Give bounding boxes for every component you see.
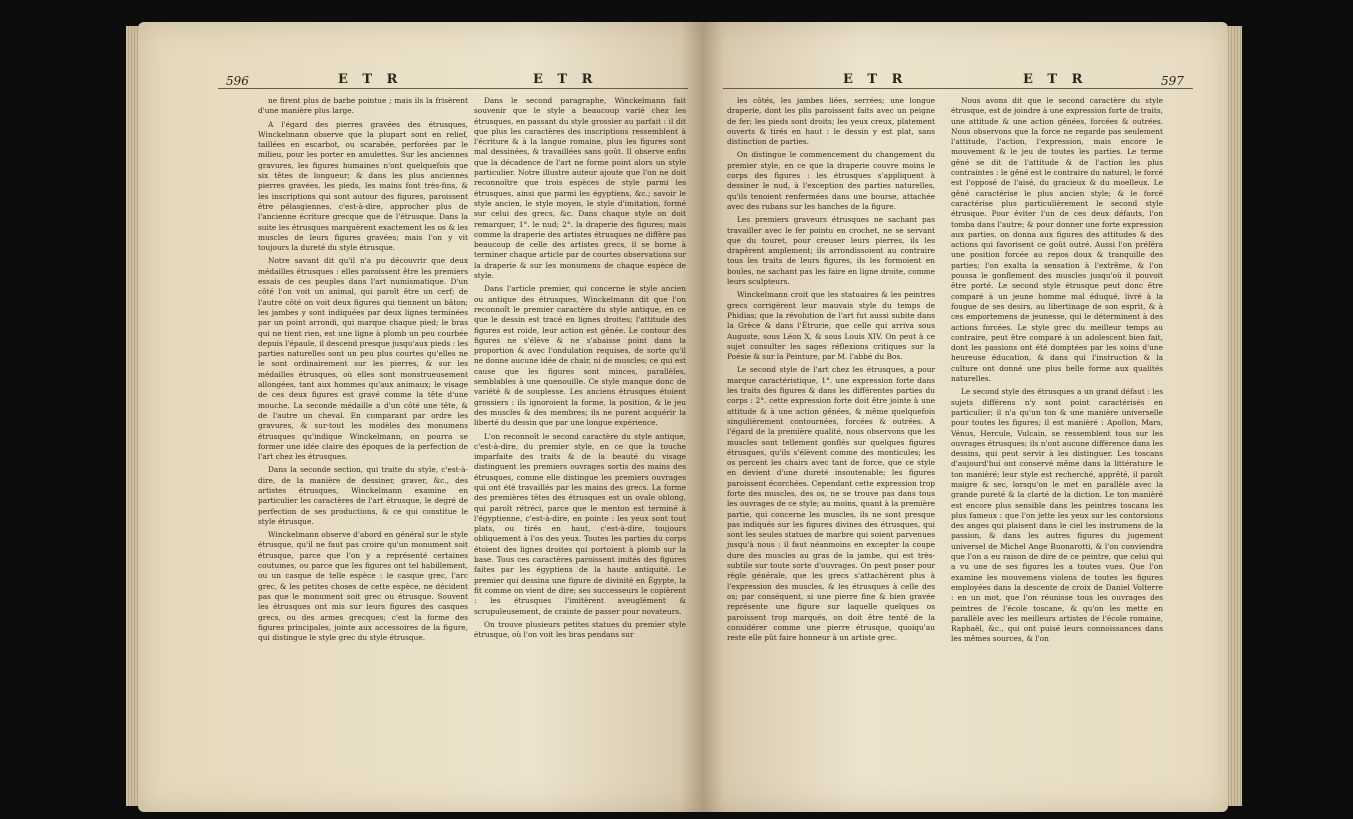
right-page-column-2 bbox=[951, 96, 1163, 648]
left-page-column-2 bbox=[474, 96, 686, 643]
paragraph: Dans le second paragraphe, Winckelmann fait souvenir que le style a beaucoup varié chez les étrusques, en passant du style grossier au parfait : il dit que plus les caractères des inscriptions ressemblent à l'écriture & à la langue romaine, plus les figures sont mal dessinées, & travaillées sans goût. Il observe enfin que la décadence de l'art ne forme point alors un style particulier. Notre illustre auteur ajoute que l'on ne doit reconnoître que trois espèces de style parmi les étrusques, ainsi que parmi les égyptiens, &c.; savoir le style ancien, le style moyen, le style d'imitation, formé sur celui des grecs, &c. Dans chaque style on doit remarquer, 1°. le nud; 2°. la draperie des figures; mais comme la draperie des artistes étrusques ne diffère pas beaucoup de celle des artistes grecs, il se borne à terminer chaque article par de courtes observations sur la draperie & sur les monumens de chaque espèce de style. bbox=[474, 96, 686, 281]
paragraph: L'on reconnoît le second caractère du style antique, c'est-à-dire, du premier style, en ce que la touche imparfaite des traits & de la beauté du visage distinguent les premiers ouvrages sortis des mains des étrusques, comme elle distingue les premiers ouvrages qui ont été travaillés par les mains des grecs. La forme des premières têtes des étrusques est un ovale oblong, qui paroît rétréci, parce que le menton est terminé à l'égyptienne, c'est-à-dire, en pointe : les yeux sont tout plats, ou tirés en haut, c'est-à-dire, toujours obliquement à l'os des yeux. Toutes les parties du corps étoient des lignes droites qui portoient à plomb sur la base. Tous ces caractères paroissent imités des figures faites par les égyptiens de la haute antiquité. Le premier qui dessina une figure de divinité en Égypte, la fit comme on vient de dire; ses successeurs le copièrent : les étrusques l'imitèrent aveuglément & scrupuleusement, de crainte de passer pour novateurs. bbox=[474, 431, 686, 616]
paragraph: Nous avons dit que le second caractère du style étrusque, est de joindre à une expression forte de traits, une attitude & une action gênées, forcées & outrées. Nous observons que la force ne regarde pas seulement l'attitude, l'action, l'expression, mais encore le mouvement & le jeu de toutes les parties. Le terme gêné se dit de l'attitude & de l'action les plus contraintes : le gêné est le contraire du naturel; le forcé est l'opposé de l'aisé, du gracieux & du moelleux. Le gêné caractérise le plus ancien style; & le forcé caractérise plus particulièrement le second style étrusque. Pour éviter l'un de ces deux défauts, l'on tomba dans l'autre; & pour donner une forte expression aux parties, on donna aux figures des attitudes & des actions qui favorisent ce goût outré. Aussi l'on préféra une position forcée au repos doux & tranquille des parties; l'on exalta la sensation à l'extrême, & l'on poussa le gonflement des muscles jusqu'où il pouvoit être porté. Le second style étrusque peut donc être comparé à un jeune homme mal éduqué, livré à la fougue de ses desirs, au libertinage de son esprit, & à ces emportemens de jeunesse, qui le déterminent à des actions forcées. Le style grec du meilleur temps au contraire, peut être comparé à un adolescent bien fait, dont les passions ont été domptées par les soins d'une heureuse éducation, & dans qui l'instruction & la culture ont donné une plus belle forme aux qualités naturelles. bbox=[951, 96, 1163, 384]
left-header-rule bbox=[218, 88, 688, 89]
paragraph: Winckelmann croit que les statuaires & les peintres grecs corrigèrent leur mauvais style du temps de Phidias; que la révolution de l'art fut aussi subite dans la Grèce & dans l'Étrurie, que celle qui arriva sous Auguste, sous Léon X, & sous Louis XIV. On peut à ce sujet consulter les sages réflexions critiques sur la Poésie & sur la Peinture, par M. l'abbé du Bos. bbox=[727, 290, 935, 362]
paragraph: les côtés, les jambes liées, serrées; une longue draperie, dont les plis paroissent faits avec un peigne de fer; les pieds sont droits; les yeux creux, platement ouverts & tirés en haut : le dessin y est plat, sans distinction de parties. bbox=[727, 96, 935, 147]
paragraph: On distingue le commencement du changement du premier style, en ce que la draperie couvre moins le corps des figures : les étrusques s'appliquent à dessiner le nud, à l'exception des parties naturelles, qu'ils tenoient renfermées dans une bourse, attachée avec des rubans sur les hanches de la figure. bbox=[727, 150, 935, 211]
paragraph: ne firent plus de barbe pointue ; mais ils la frisèrent d'une manière plus large. bbox=[258, 96, 468, 116]
left-header-left: E T R bbox=[338, 72, 403, 87]
right-header-right: E T R bbox=[1023, 72, 1088, 87]
paragraph: A l'égard des pierres gravées des étrusques, Winckelmann observe que la plupart sont en relief, taillées en escarbot, ou scarabée, perforées par le milieu, pour les porter en amulettes. Sur les anciennes gravures, les figures humaines n'ont quelquefois que six têtes de longueur; & dans les plus anciennes pierres gravées, les pieds, les mains font très-fins, & les inscriptions qui sont autour des figures, paroissent être pélasgiennes, c'est-à-dire, approcher plus de l'ancienne écriture grecque que de l'étrusque. Dans la suite les étrusques marquèrent exactement les os & les muscles de leurs figures gravées; mais l'on y vit toujours la dureté du style étrusque. bbox=[258, 119, 468, 253]
right-page bbox=[703, 22, 1228, 812]
right-header-rule bbox=[723, 88, 1193, 89]
right-page-edges bbox=[1226, 26, 1242, 806]
paragraph: Dans la seconde section, qui traite du style, c'est-à-dire, de la manière de dessiner, graver, &c., des artistes étrusques, Winckelmann examine en particulier les caractères de l'art étrusque, le degré de perfection de ses productions, & ce qui constitue le style étrusque. bbox=[258, 465, 468, 526]
paragraph: Winckelmann observe d'abord en général sur le style étrusque, qu'il ne faut pas croire qu'un monument soit étrusque, parce que l'on y a représenté certaines coutumes, ou parce que les figures ont tel habillement, ou un casque de telle espèce : le casque grec, l'arc grec, & les petites choses de cette espèce, ne décident pas que le monument soit grec ou étrusque. Souvent les étrusques ont mis sur leurs figures des casques grecs, ou des armes grecques; c'est la forme des figures principales, jointe aux accessoires de la figure, qui distingue le style grec du style étrusque. bbox=[258, 530, 468, 643]
paragraph: On trouve plusieurs petites statues du premier style étrusque, où l'on voit les bras pendans sur bbox=[474, 619, 686, 640]
right-header-left: E T R bbox=[843, 72, 908, 87]
paragraph: Dans l'article premier, qui concerne le style ancien ou antique des étrusques, Winckelmann dit que l'on reconnoît le premier caractère du style antique, en ce que le dessin est tracé en lignes droites; l'attitude des figures est roide, leur action est gênée. Le contour des figures ne s'élève & ne s'abaisse point dans la proportion & avec l'ondulation requises, de sorte qu'il ne donne aucune idée de chair, ni de muscles; ce qui est cause que les figures sont minces, parallèles, semblables à une quenouille. Ce style manque donc de variété & de souplesse. Les anciens étrusques étoient grossiers : ils ignoroient la forme, la position, & le jeu des muscles & des membres; ils ne purent acquérir la liberté du dessin que par une longue expérience. bbox=[474, 284, 686, 428]
left-header-right: E T R bbox=[533, 72, 598, 87]
left-page-number: 596 bbox=[226, 74, 249, 88]
right-page-column-1 bbox=[727, 96, 935, 646]
paragraph: Les premiers graveurs étrusques ne sachant pas travailler avec le fer pointu en crochet, ne se servant que du touret, pour creuser leurs pierres, ils les drapèrent amplement; ils arrondissoient au contraire tous les traits de leurs figures, ils les formoient en boules, ne sachant pas les faire en ligne droite, comme leurs sculpteurs. bbox=[727, 215, 935, 287]
paragraph: Notre savant dit qu'il n'a pu découvrir que deux médailles étrusques : elles paroissent être les premiers essais de ces peuples dans l'art numismatique. D'un côté l'on voit un animal, qui paroît être un cerf; de l'autre côté on voit deux figures qui tiennent un bâton; les jambes y sont indiquées par deux lignes terminées par un point arrondi, qui marque chaque pied; le bras qui ne tient rien, est une ligne à plomb un peu courbée depuis l'épaule, il descend presque jusqu'aux pieds : les parties naturelles sont un peu plus courtes qu'elles ne le sont ordinairement sur les pierres, & sur les médailles étrusques, où elles sont monstrueusement allongées, tant aux hommes qu'aux animaux; le visage de ces deux figures est gravé comme la tête d'une mouche. La seconde médaille a d'un côté une tête, & de l'autre un cheval. En comparant par ordre les gravures, & sur-tout les modèles des monumens étrusques qu'indique Winckelmann, on pourra se former une idée claire des époques de la perfection de l'art chez les étrusques. bbox=[258, 256, 468, 462]
right-page-number: 597 bbox=[1161, 74, 1184, 88]
paragraph: Le second style des étrusques a un grand défaut : les sujets différens n'y sont point caractérisés en particulier; il n'a qu'un ton & une manière universelle pour toutes les figures; il est manièré : Apollon, Mars, Vénus, Hercule, Vulcain, se ressemblent tous sur les ouvrages étrusques; ils n'ont aucune différence dans les dessins, qui peut servir à les distinguer. Les toscans d'aujourd'hui ont conservé même dans la littérature le ton manièré; leur style est recherché, apprêté, il paroît maigre & sec, lorsqu'on le met en parallèle avec la grande pureté & la clarté de la diction. Le ton manièré est encore plus sensible dans les peintres toscans les plus fameux : que l'on jette les yeux sur les contorsions des anges qui plaisent dans le ciel les instrumens de la passion, & dans les autres figures du jugement universel de Michel Ange Buonarotti, & l'on conviendra que l'on a eu raison de dire de ce peintre, que celui qui a vu une de ses figures les a toutes vues. Que l'on examine les mouvemens violens de toutes les figures employées dans la descente de croix de Daniel Volterre : en un mot, que l'on réunisse tous les ouvrages des peintres de l'école toscane, & qu'on les mette en parallèle avec les meilleurs artistes de l'école romaine, Raphaël, &c., qui ont puisé leurs connoissances dans les mêmes sources, & l'on bbox=[951, 387, 1163, 644]
paragraph: Le second style de l'art chez les étrusques, a pour marque caractéristique, 1°. une expression forte dans les traits des figures & dans les différentes parties du corps : 2°. cette expression forte doit être jointe à une attitude & à une action gênées, & même quelquefois singulièrement contournées, forcées & outrées. A l'égard de la première qualité, nous observons que les muscles sont tellement gonflés sur quelques figures étrusques, qu'ils s'élèvent comme des monticules; les os percent les chairs avec tant de force, que ce style en devient d'une dureté insoutenable; les figures paroissent écorchées. Cependant cette expression trop forte des muscles, des os, ne se trouve pas dans tous les ouvrages de ce style; au moins, quant à la première partie, qui concerne les muscles, ils ne sont presque pas indiqués sur les figures divines des étrusques, qui sont les seules statues de marbre qui soient parvenues jusqu'à nous : il faut néanmoins en excepter la coupe dure des muscles au gras de la jambe, qui est très-subtile sur toute sorte d'ouvrages. On peut poser pour règle générale, que les grecs s'attachèrent plus à l'expression des muscles, & les étrusques à celle des os; par conséquent, si une pierre fine & bien gravée représente une figure sur laquelle quelques os paroissent trop marqués, on doit être tenté de la considérer comme une pierre étrusque, quoiqu'au reste elle pût faire honneur à un artiste grec. bbox=[727, 365, 935, 643]
left-page-column-1 bbox=[258, 96, 468, 646]
left-page bbox=[138, 22, 703, 812]
